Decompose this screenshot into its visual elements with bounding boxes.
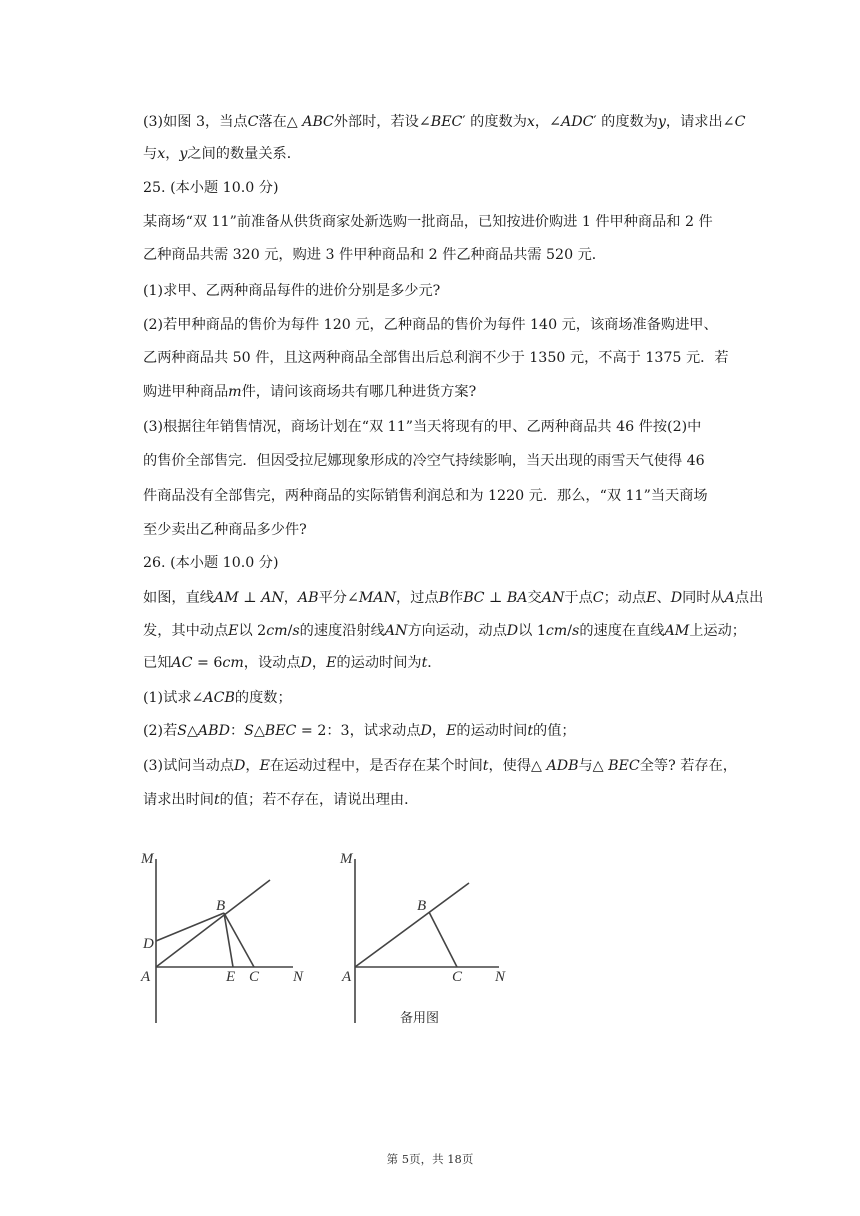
label-m: M (141, 851, 154, 867)
text-line: (3)试问当动点𝐷，𝐸在运动过程中，是否存在某个时间𝑡，使得△ 𝐴𝐷𝐵与△ 𝐵𝐸𝐶全等? 若存在， (143, 758, 737, 774)
text-line: 如图，直线𝐴𝑀 ⊥ 𝐴𝑁，𝐴𝐵平分∠𝑀𝐴𝑁，过点𝐵作𝐵𝐶 ⊥ 𝐵𝐴交𝐴𝑁于点𝐶；动点𝐸、𝐷同时从𝐴点出 (143, 590, 764, 606)
question-26-header: 26. (本小题 10.0 分) (143, 555, 279, 571)
label-a: A (141, 969, 151, 985)
text-line: (2)若甲种商品的售价为每件 120 元，乙种商品的售价为每件 140 元，该商场准备购进甲、 (143, 317, 718, 333)
label-n: N (495, 969, 506, 985)
text-line: 乙种商品共需 320 元，购进 3 件甲种商品和 2 件乙种商品共需 520 元． (143, 247, 606, 263)
text-line: 发，其中动点𝐸以 2𝑐𝑚/𝑠的速度沿射线𝐴𝑁方向运动，动点𝐷以 1𝑐𝑚/𝑠的速度在直线𝐴𝑀上运动； (143, 623, 746, 639)
text-line: 件商品没有全部售完，两种商品的实际销售利润总和为 1220 元．那么，“双 11”当天商场 (143, 488, 708, 504)
ray-ab (355, 883, 469, 967)
label-c: C (249, 969, 260, 985)
question-25-header: 25. (本小题 10.0 分) (143, 180, 279, 196)
label-e: E (226, 969, 236, 985)
label-m: M (340, 851, 353, 867)
text-line: (2)若𝑆△𝐴𝐵𝐷：𝑆△𝐵𝐸𝐶 = 2：3，试求动点𝐷，𝐸的运动时间𝑡的值； (143, 723, 576, 739)
text-line: 请求出时间𝑡的值；若不存在，请说出理由． (143, 792, 419, 808)
text-line: (3)如图 3，当点𝐶落在△ 𝐴𝐵𝐶外部时，若设∠𝐵𝐸𝐶′ 的度数为𝑥，∠𝐴𝐷𝐶′ 的度数为𝑦，请求出∠𝐶 (143, 114, 746, 130)
geometry-figure-1 (135, 845, 320, 1030)
label-d: D (143, 936, 154, 952)
ray-ab (156, 880, 270, 967)
label-c: C (452, 969, 463, 985)
text-line: 与𝑥，𝑦之间的数量关系． (143, 146, 301, 162)
text-line: 已知𝐴𝐶 = 6𝑐𝑚，设动点𝐷，𝐸的运动时间为𝑡． (143, 655, 442, 671)
text-line: 乙两种商品共 50 件，且这两种商品全部售出后总利润不少于 1350 元，不高于 1375 元．若 (143, 350, 729, 366)
label-n: N (293, 969, 304, 985)
page-footer: 第 5页，共 18页 (386, 1152, 474, 1166)
geometry-figure-2 (334, 845, 519, 1030)
text-line: 的售价全部售完．但因受拉尼娜现象形成的冷空气持续影响，当天出现的雨雪天气使得 46 (143, 453, 705, 469)
segment-bd (156, 913, 224, 941)
text-line: (1)试求∠𝐴𝐶𝐵的度数； (143, 690, 292, 706)
label-a: A (342, 969, 352, 985)
text-line: (3)根据往年销售情况，商场计划在“双 11”当天将现有的甲、乙两种商品共 46 件按(2)中 (143, 419, 702, 435)
label-b: B (216, 898, 226, 914)
label-b: B (417, 898, 427, 914)
text-line: (1)求甲、乙两种商品每件的进价分别是多少元? (143, 283, 441, 299)
text-line: 某商场“双 11”前准备从供货商家处新选购一批商品，已知按进价购进 1 件甲种商品和 2 件 (143, 214, 713, 230)
text-line: 至少卖出乙种商品多少件? (143, 522, 307, 538)
text-line: 购进甲种商品𝑚件，请问该商场共有哪几种进货方案? (143, 384, 477, 400)
figure-caption: 备用图 (400, 1011, 440, 1026)
segment-bc (429, 912, 457, 967)
